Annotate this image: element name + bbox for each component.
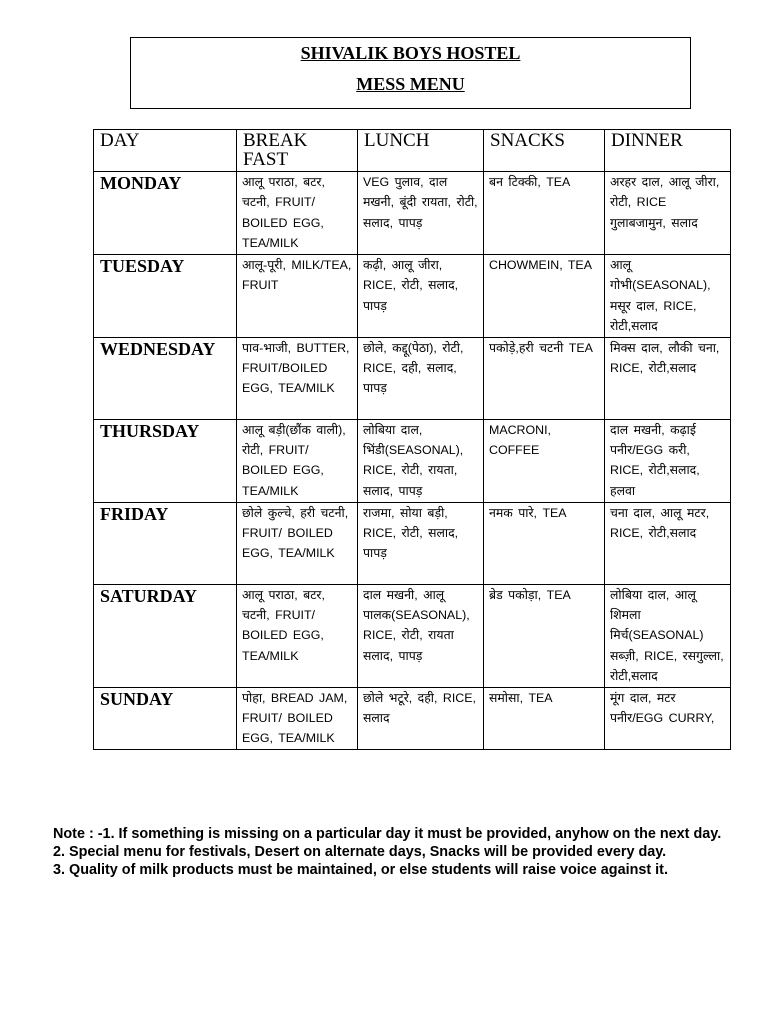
note-line-2: 2. Special menu for festivals, Desert on alternate days, Snacks will be provided every day. bbox=[53, 844, 667, 860]
title-box bbox=[130, 37, 691, 109]
table-row bbox=[94, 172, 731, 255]
breakfast-cell: आलू पराठा, बटर, चटनी, FRUIT/ BOILED EGG, TEA/MILK bbox=[237, 172, 358, 255]
column-header-dinner: DINNER bbox=[605, 130, 731, 172]
table-header-row bbox=[94, 130, 731, 172]
note-line-1: Note : -1. If something is missing on a particular day it must be provided, anyhow on the next day. bbox=[53, 826, 722, 842]
breakfast-cell: आलू-पूरी, MILK/TEA, FRUIT bbox=[237, 255, 358, 338]
column-header-breakfast: BREAK FAST bbox=[237, 130, 358, 172]
menu-title: MESS MENU bbox=[356, 74, 465, 94]
notes-section bbox=[53, 825, 753, 879]
day-cell: FRIDAY bbox=[94, 502, 237, 584]
lunch-cell: छोले, कद्दू(पेठा), रोटी, RICE, दही, सलाद, पापड़ bbox=[358, 337, 484, 419]
breakfast-cell: आलू पराठा, बटर, चटनी, FRUIT/ BOILED EGG, TEA/MILK bbox=[237, 584, 358, 687]
breakfast-cell: आलू बड़ी(छौंक वाली), रोटी, FRUIT/ BOILED EGG, TEA/MILK bbox=[237, 419, 358, 502]
table-row bbox=[94, 337, 731, 419]
snacks-cell: MACRONI, COFFEE bbox=[484, 419, 605, 502]
table-row bbox=[94, 419, 731, 502]
day-cell: SUNDAY bbox=[94, 687, 237, 749]
lunch-cell: राजमा, सोया बड़ी, RICE, रोटी, सलाद, पापड़ bbox=[358, 502, 484, 584]
dinner-cell: आलू गोभी(SEASONAL), मसूर दाल, RICE, रोटी,सलाद bbox=[605, 255, 731, 338]
snacks-cell: समोसा, TEA bbox=[484, 687, 605, 749]
table-row bbox=[94, 687, 731, 749]
dinner-cell: लोबिया दाल, आलू शिमला मिर्च(SEASONAL) सब्ज़ी, RICE, रसगुल्ला, रोटी,सलाद bbox=[605, 584, 731, 687]
breakfast-cell: पाव-भाजी, BUTTER, FRUIT/BOILED EGG, TEA/MILK bbox=[237, 337, 358, 419]
snacks-cell: ब्रेड पकोड़ा, TEA bbox=[484, 584, 605, 687]
hostel-name: SHIVALIK BOYS HOSTEL bbox=[300, 43, 521, 63]
day-cell: SATURDAY bbox=[94, 584, 237, 687]
note-line-3: 3. Quality of milk products must be maintained, or else students will raise voice against it. bbox=[53, 862, 668, 878]
lunch-cell: VEG पुलाव, दाल मखनी, बूंदी रायता, रोटी, सलाद, पापड़ bbox=[358, 172, 484, 255]
table-row bbox=[94, 255, 731, 338]
day-cell: THURSDAY bbox=[94, 419, 237, 502]
day-cell: TUESDAY bbox=[94, 255, 237, 338]
snacks-cell: नमक पारे, TEA bbox=[484, 502, 605, 584]
snacks-cell: बन टिक्की, TEA bbox=[484, 172, 605, 255]
column-header-day: DAY bbox=[94, 130, 237, 172]
table-row bbox=[94, 502, 731, 584]
table-row bbox=[94, 584, 731, 687]
snacks-cell: CHOWMEIN, TEA bbox=[484, 255, 605, 338]
column-header-snacks: SNACKS bbox=[484, 130, 605, 172]
breakfast-cell: छोले कुल्चे, हरी चटनी, FRUIT/ BOILED EGG, TEA/MILK bbox=[237, 502, 358, 584]
mess-menu-table bbox=[93, 129, 731, 750]
day-cell: WEDNESDAY bbox=[94, 337, 237, 419]
dinner-cell: चना दाल, आलू मटर, RICE, रोटी,सलाद bbox=[605, 502, 731, 584]
breakfast-cell: पोहा, BREAD JAM, FRUIT/ BOILED EGG, TEA/MILK bbox=[237, 687, 358, 749]
lunch-cell: लोबिया दाल, भिंडी(SEASONAL), RICE, रोटी, रायता, सलाद, पापड़ bbox=[358, 419, 484, 502]
lunch-cell: कढ़ी, आलू जीरा, RICE, रोटी, सलाद, पापड़ bbox=[358, 255, 484, 338]
dinner-cell: मूंग दाल, मटर पनीर/EGG CURRY, bbox=[605, 687, 731, 749]
lunch-cell: छोले भटूरे, दही, RICE, सलाद bbox=[358, 687, 484, 749]
lunch-cell: दाल मखनी, आलू पालक(SEASONAL), RICE, रोटी, रायता सलाद, पापड़ bbox=[358, 584, 484, 687]
snacks-cell: पकोड़े,हरी चटनी TEA bbox=[484, 337, 605, 419]
day-cell: MONDAY bbox=[94, 172, 237, 255]
dinner-cell: दाल मखनी, कढ़ाई पनीर/EGG करी, RICE, रोटी,सलाद, हलवा bbox=[605, 419, 731, 502]
dinner-cell: मिक्स दाल, लौकी चना, RICE, रोटी,सलाद bbox=[605, 337, 731, 419]
dinner-cell: अरहर दाल, आलू जीरा, रोटी, RICE गुलाबजामुन, सलाद bbox=[605, 172, 731, 255]
column-header-lunch: LUNCH bbox=[358, 130, 484, 172]
